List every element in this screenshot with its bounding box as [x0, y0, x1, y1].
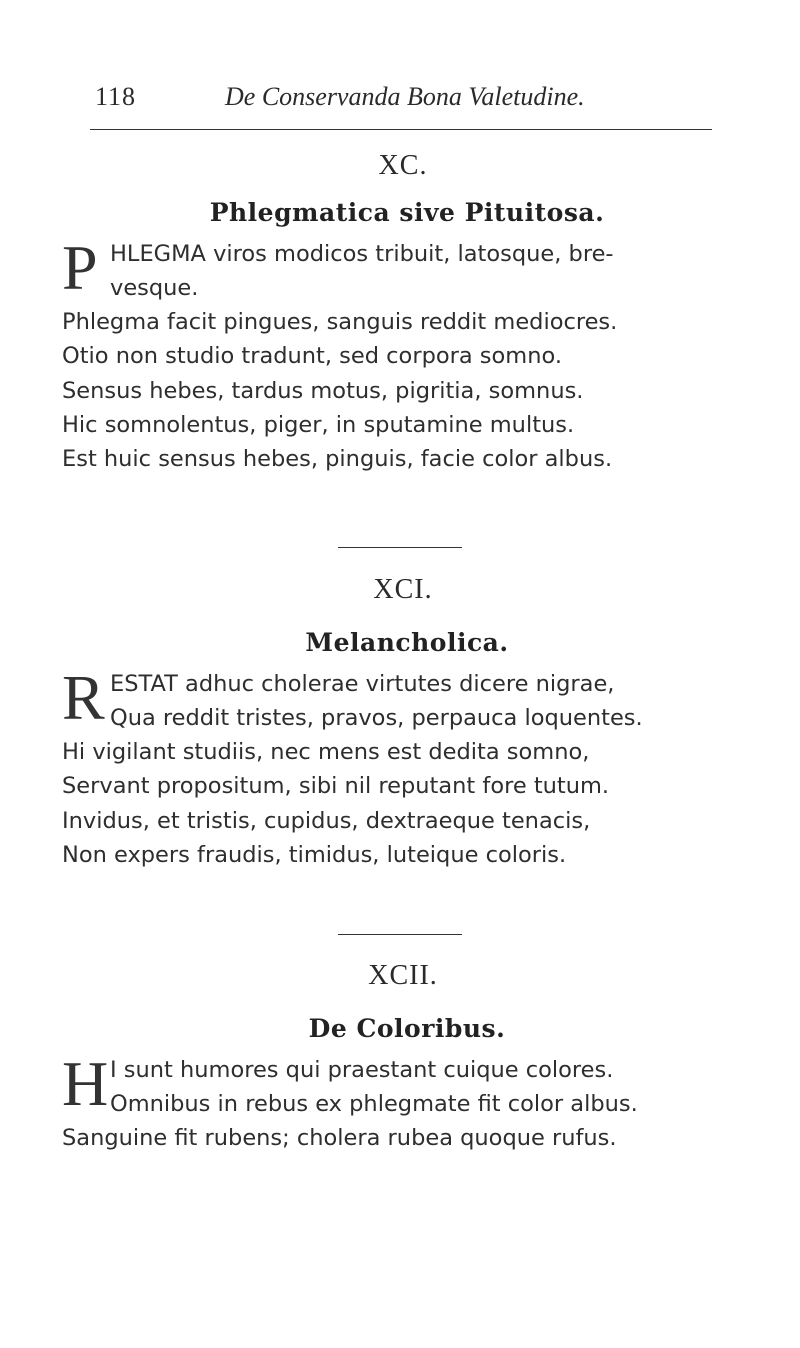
section-xcii: [62, 960, 752, 1155]
verse-line: Invidus, et tristis, cupidus, dextraeque tenacis,: [62, 807, 591, 834]
header-rule: [90, 129, 712, 130]
verse-line: Otio non studio tradunt, sed corpora somno.: [62, 343, 562, 370]
verse-line: Servant propositum, sibi nil reputant fore tutum.: [62, 773, 610, 800]
verse-line: Qua reddit tristes, pravos, perpauca loquentes.: [110, 705, 643, 732]
verse-line: vesque.: [110, 275, 199, 302]
section-heading: Phlegmatica sive Pituitosa.: [209, 198, 605, 227]
section-divider: [338, 547, 462, 548]
verse-line: Est huic sensus hebes, pinguis, facie color albus.: [62, 446, 613, 473]
verse-line: Hic somnolentus, piger, in sputamine multus.: [62, 411, 575, 438]
verse-line: Sensus hebes, tardus motus, pigritia, somnus.: [62, 377, 584, 404]
drop-cap: P: [62, 232, 98, 303]
drop-cap: H: [62, 1048, 109, 1119]
section-numeral: XC.: [378, 150, 428, 181]
section-divider: [338, 934, 462, 935]
section-numeral: XCI.: [373, 574, 433, 605]
verse-block: [62, 232, 752, 476]
verse-line: ESTAT adhuc cholerae virtutes dicere nigrae,: [110, 671, 615, 697]
opening-verse: [62, 662, 752, 735]
verse-block: [62, 1048, 752, 1155]
running-title: De Conservanda Bona Valetudine.: [225, 82, 585, 111]
verse-line: Phlegma facit pingues, sanguis reddit mediocres.: [62, 309, 618, 335]
opening-verse: [62, 1048, 752, 1121]
verse-line: HLEGMA viros modicos tribuit, latosque, bre-: [110, 241, 614, 267]
section-heading: De Coloribus.: [308, 1014, 506, 1043]
section-xc: [62, 150, 752, 476]
verse-line: Omnibus in rebus ex phlegmate fit color albus.: [110, 1091, 638, 1118]
verse-line: Sanguine fit rubens; cholera rubea quoque rufus.: [62, 1125, 617, 1151]
page-number: 118: [95, 82, 137, 111]
drop-cap: R: [62, 662, 105, 733]
verse-line: I sunt humores qui praestant cuique colores.: [110, 1057, 614, 1083]
section-numeral: XCII.: [368, 960, 438, 991]
running-header: [95, 82, 715, 118]
verse-block: [62, 662, 752, 872]
section-heading: Melancholica.: [305, 628, 509, 657]
opening-verse: [62, 232, 752, 305]
section-xci: [62, 574, 752, 872]
verse-line: Non expers fraudis, timidus, luteique coloris.: [62, 841, 567, 868]
verse-line: Hi vigilant studiis, nec mens est dedita somno,: [62, 739, 590, 765]
